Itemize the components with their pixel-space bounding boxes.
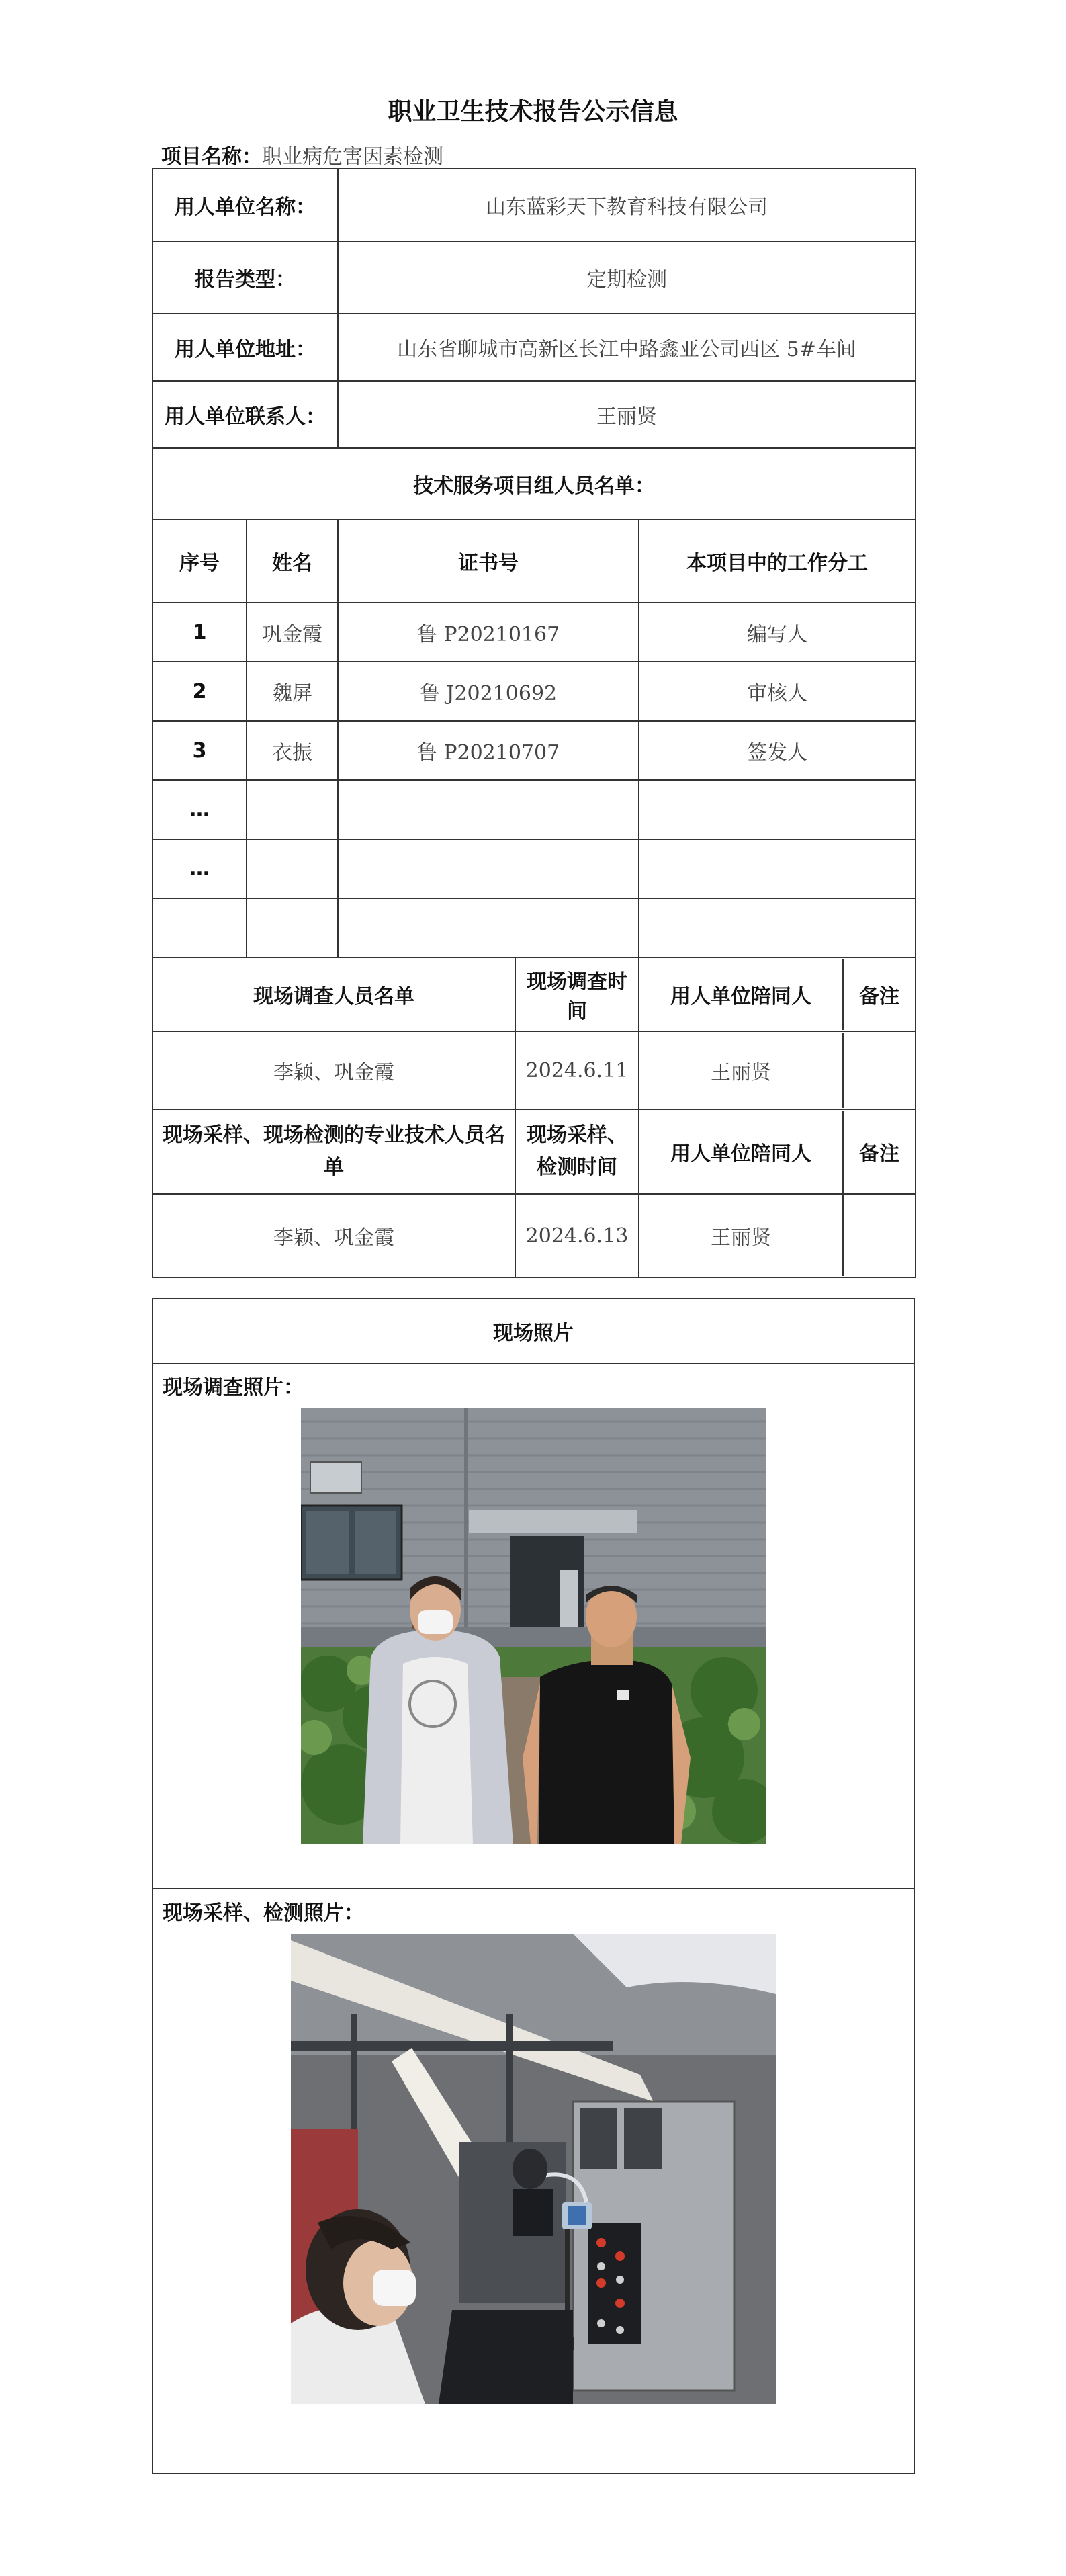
survey-header-time: 现场调查时间 xyxy=(515,957,639,1031)
survey-header-staff: 现场调查人员名单 xyxy=(152,957,515,1031)
photos-title-row xyxy=(152,1299,914,1363)
survey-photo xyxy=(301,1408,766,1844)
team-header-no: 序号 xyxy=(152,519,247,603)
page-title: 职业卫生技术报告公示信息 xyxy=(388,98,678,126)
team-name xyxy=(247,839,338,898)
team-section-title: 技术服务项目组人员名单： xyxy=(152,448,916,519)
photos-table xyxy=(152,1298,915,2474)
team-cert xyxy=(338,898,639,957)
team-no: … xyxy=(152,839,247,898)
team-cert: 鲁 P20210167 xyxy=(338,603,639,662)
survey-staff: 李颖、巩金霞 xyxy=(152,1031,515,1109)
sampling-header-staff: 现场采样、现场检测的专业技术人员名单 xyxy=(152,1109,515,1194)
unit-name-value: 山东蓝彩天下教育科技有限公司 xyxy=(338,169,916,241)
address-row xyxy=(152,314,916,381)
team-header-cert: 证书号 xyxy=(338,519,639,603)
team-no: 3 xyxy=(152,721,247,780)
sampling-value-row xyxy=(152,1194,916,1277)
team-header-name: 姓名 xyxy=(247,519,338,603)
sampling-photo xyxy=(291,1934,776,2404)
table-row xyxy=(152,898,916,957)
survey-header-companion: 用人单位陪同人 xyxy=(639,959,843,1030)
sampling-photo-row xyxy=(152,1889,914,2473)
contact-label: 用人单位联系人： xyxy=(152,381,338,448)
team-role: 签发人 xyxy=(639,721,916,780)
table-row xyxy=(152,839,916,898)
team-title-row xyxy=(152,448,916,519)
team-name: 魏屏 xyxy=(247,662,338,721)
survey-header-remark: 备注 xyxy=(859,985,899,1008)
sampling-staff: 李颖、巩金霞 xyxy=(152,1194,515,1277)
sampling-header-time: 现场采样、检测时间 xyxy=(515,1109,639,1194)
address-label: 用人单位地址： xyxy=(152,314,338,381)
team-role: 审核人 xyxy=(639,662,916,721)
team-role xyxy=(639,780,916,839)
survey-value-row xyxy=(152,1031,916,1109)
table-row xyxy=(152,603,916,662)
survey-photo-label: 现场调查照片： xyxy=(163,1376,304,1400)
survey-photo-row xyxy=(152,1363,914,1889)
contact-value: 王丽贤 xyxy=(338,381,916,448)
survey-time: 2024.6.11 xyxy=(515,1031,639,1109)
survey-remark xyxy=(843,1033,915,1108)
sampling-photo-label: 现场采样、检测照片： xyxy=(163,1901,364,1925)
info-table xyxy=(152,168,916,1278)
survey-companion: 王丽贤 xyxy=(639,1033,843,1108)
sampling-header-companion: 用人单位陪同人 xyxy=(639,1111,843,1193)
team-header-role: 本项目中的工作分工 xyxy=(639,519,916,603)
project-label: 项目名称： xyxy=(161,145,262,169)
team-cert: 鲁 P20210707 xyxy=(338,721,639,780)
team-name xyxy=(247,898,338,957)
team-no: … xyxy=(152,780,247,839)
table-row xyxy=(152,780,916,839)
team-role xyxy=(639,839,916,898)
unit-name-row xyxy=(152,169,916,241)
sampling-time: 2024.6.13 xyxy=(515,1194,639,1277)
team-name: 衣振 xyxy=(247,721,338,780)
photos-section-title: 现场照片 xyxy=(152,1299,914,1363)
contact-row xyxy=(152,381,916,448)
unit-name-label: 用人单位名称： xyxy=(152,169,338,241)
table-row xyxy=(152,721,916,780)
address-value: 山东省聊城市高新区长江中路鑫亚公司西区 5#车间 xyxy=(338,314,916,381)
team-no xyxy=(152,898,247,957)
team-no: 2 xyxy=(152,662,247,721)
sampling-header-remark: 备注 xyxy=(859,1142,899,1166)
sampling-companion: 王丽贤 xyxy=(639,1195,843,1276)
team-no: 1 xyxy=(152,603,247,662)
team-role: 编写人 xyxy=(639,603,916,662)
team-role xyxy=(639,898,916,957)
team-cert: 鲁 J20210692 xyxy=(338,662,639,721)
report-type-value: 定期检测 xyxy=(338,241,916,314)
sampling-header-row xyxy=(152,1109,916,1194)
team-name: 巩金霞 xyxy=(247,603,338,662)
report-type-row xyxy=(152,241,916,314)
report-type-label: 报告类型： xyxy=(152,241,338,314)
project-line xyxy=(161,140,443,169)
team-name xyxy=(247,780,338,839)
project-value: 职业病危害因素检测 xyxy=(262,145,443,169)
team-cert xyxy=(338,839,639,898)
team-header-row xyxy=(152,519,916,603)
survey-header-row xyxy=(152,957,916,1031)
sampling-remark xyxy=(843,1195,915,1276)
table-row xyxy=(152,662,916,721)
team-cert xyxy=(338,780,639,839)
